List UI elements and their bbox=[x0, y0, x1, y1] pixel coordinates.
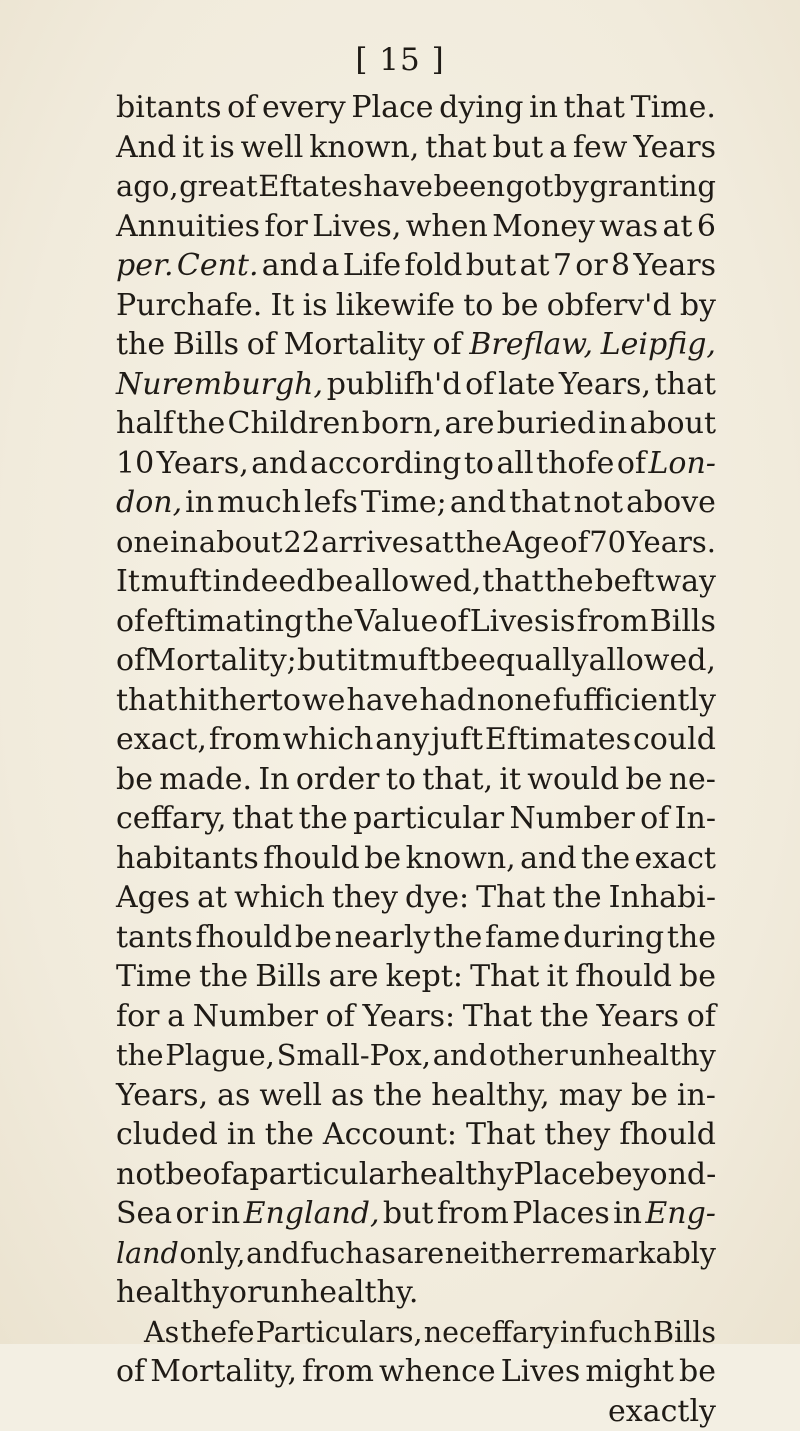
text-line: one in about 22 arrives at the Age of 70 Years. bbox=[116, 523, 716, 563]
text-line: of Mortality; but it muft be equally allowed, bbox=[116, 641, 716, 681]
text-line: tants fhould be nearly the fame during the bbox=[116, 918, 716, 958]
text-line: the Bills of Mortality of Breflaw, Leipfig, bbox=[116, 325, 716, 365]
text-line: bitants of every Place dying in that Time. bbox=[116, 88, 716, 128]
text-line: 10 Years, and according to all thofe of Lon- bbox=[116, 444, 716, 484]
text-line: don, in much lefs Time; and that not above bbox=[116, 483, 716, 523]
text-line: cluded in the Account: That they fhould bbox=[116, 1115, 716, 1155]
text-line: of eftimating the Value of Lives is from Bills bbox=[116, 602, 716, 642]
page-number-header: [ 15 ] bbox=[0, 42, 800, 78]
text-line: for a Number of Years: That the Years of bbox=[116, 997, 716, 1037]
text-line: Years, as well as the healthy, may be in- bbox=[116, 1076, 716, 1116]
text-line: land only, and fuch as are neither remarkably bbox=[116, 1234, 716, 1274]
text-line: ceffary, that the particular Number of In- bbox=[116, 799, 716, 839]
text-line: healthy or unhealthy. bbox=[116, 1273, 716, 1313]
text-line: Nuremburgh, publifh'd of late Years, that bbox=[116, 365, 716, 405]
text-line: Annuities for Lives, when Money was at 6 bbox=[116, 207, 716, 247]
text-line: of Mortality, from whence Lives might be bbox=[116, 1352, 716, 1392]
text-line: per. Cent. and a Life fold but at 7 or 8 Years bbox=[116, 246, 716, 286]
text-line: exact, from which any juft Eftimates could bbox=[116, 720, 716, 760]
text-line: Time the Bills are kept: That it fhould be bbox=[116, 957, 716, 997]
catchword: exactly bbox=[116, 1392, 716, 1431]
text-line: Ages at which they dye: That the Inhabi- bbox=[116, 878, 716, 918]
text-line: half the Children born, are buried in about bbox=[116, 404, 716, 444]
text-line: that hitherto we have had none fufficiently bbox=[116, 681, 716, 721]
text-line: be made. In order to that, it would be ne- bbox=[116, 760, 716, 800]
text-line: As thefe Particulars, neceffary in fuch Bills bbox=[116, 1313, 716, 1353]
text-line: It muft indeed be allowed, that the beft way bbox=[116, 562, 716, 602]
text-line: habitants fhould be known, and the exact bbox=[116, 839, 716, 879]
body-text bbox=[116, 88, 716, 1431]
text-line: not be of a particular healthy Place beyond- bbox=[116, 1155, 716, 1195]
text-line: Sea or in England, but from Places in Eng- bbox=[116, 1194, 716, 1234]
text-line: the Plague, Small-Pox, and other unhealthy bbox=[116, 1036, 716, 1076]
text-line: ago, great Eftates have been got by granting bbox=[116, 167, 716, 207]
text-line: Purchafe. It is likewife to be obferv'd by bbox=[116, 286, 716, 326]
text-line: And it is well known, that but a few Years bbox=[116, 128, 716, 168]
